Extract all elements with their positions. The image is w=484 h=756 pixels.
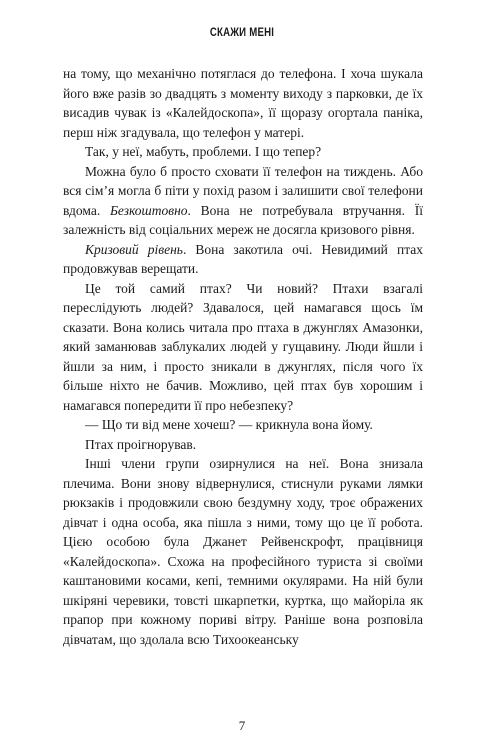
- paragraph: [63, 64, 423, 142]
- paragraph: [63, 142, 423, 162]
- italic-text: Кризовий рівень: [85, 241, 183, 257]
- paragraph: [63, 435, 423, 455]
- paragraph: [63, 415, 423, 435]
- paragraph: [63, 240, 423, 279]
- italic-text: Безкоштовно: [109, 202, 188, 218]
- text-span: Це той самий птах? Чи новий? Птахи взагалі переслідують людей? Здавалося, цей намагався щось їм сказати. Вона колись читала про птаха в джунглях Амазонки, який заманював заблукалих людей у гущавину. Люди йшли і йшли за ним, і просто зникали в джунглях, після чого їх більше ніхто не бачив. Можливо, цей птах був хорошим і намагався попередити її про небезпеку?: [63, 280, 423, 413]
- text-span: на тому, що механічно потяглася до телефона. І хоча шукала його вже разів зо двадцять з моменту виходу з парковки, де їх висадив чувак із «Калейдоскопа», її щоразу огортала паніка, перш ніж згадувала, що телефон у матері.: [63, 66, 423, 140]
- running-header: СКАЖИ МЕНІ: [209, 25, 275, 39]
- text-span: Так, у неї, мабуть, проблеми. І що тепер?: [85, 144, 322, 159]
- text-span: — Що ти від мене хочеш? — крикнула вона йому.: [85, 417, 373, 432]
- page-number: 7: [238, 718, 246, 733]
- text-span: Можна було б просто сховати її телефон на тиждень. Або вся сім’я могла б піти у похід разом і залишити свої телефони вдома.: [63, 163, 423, 218]
- paragraph: [63, 162, 423, 240]
- page-body: [63, 64, 423, 649]
- text-span: Інші члени групи озирнулися на неї. Вона знизала плечима. Вони знову відвернулися, стиснули руками лямки рюкзаків і продовжили свою бездумну ходу, троє ображених дівчат і одна особа, яка пішла з ними, тому що це її робота. Цією особою була Джанет Рейвенскрофт, працівниця «Калейдоскопа». Схожа на професійного туриста зі своїми каштановими косами, кепі, темними окулярами. На ній були шкіряні черевики, товсті шкарпетки, куртка, що майоріла як прапор при кожному пориві вітру. Раніше вона розповіла дівчатам, що здолала всю Тихоокеанську: [63, 456, 423, 647]
- paragraph: [63, 279, 423, 416]
- text-span: . Вона не потребувала втручання. Її залежність від соціальних мереж не досягла кризового рівня.: [63, 202, 423, 237]
- paragraph: [63, 454, 423, 649]
- text-span: . Вона закотила очі. Невидимий птах продовжував верещати.: [63, 241, 424, 276]
- text-span: Птах проігнорував.: [85, 436, 197, 452]
